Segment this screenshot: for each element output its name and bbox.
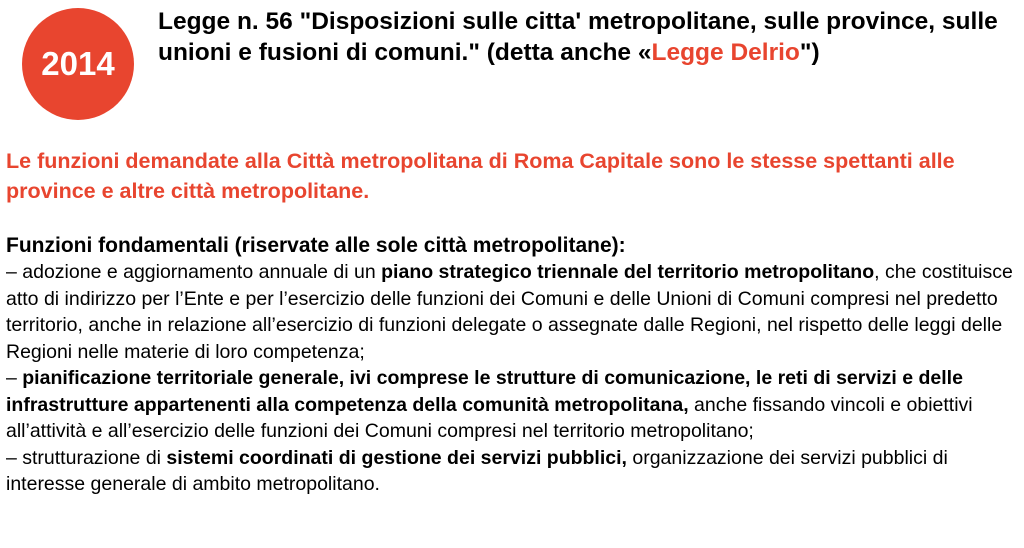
function-item-bold: sistemi coordinati di gestione dei servizi pubblici, <box>166 446 627 469</box>
function-item-pre: – strutturazione di <box>6 446 167 469</box>
lead-statement: Le funzioni demandate alla Città metropolitana di Roma Capitale sono le stesse spettanti alle province e altre città metropolitane. <box>6 149 955 203</box>
functions-heading: Funzioni fondamentali (riservate alle sole città metropolitane): <box>6 234 626 257</box>
year-badge <box>22 8 134 120</box>
function-item-bold: pianificazione territoriale generale, ivi comprese le strutture di comunicazione, le reti di servizi e delle infrastrutture appartenenti alla competenza della comunità metropolitana, <box>6 367 963 416</box>
law-title-highlight: Legge Delrio <box>651 39 800 66</box>
law-title <box>158 6 1018 68</box>
law-title-main: Legge n. 56 "Disposizioni sulle citta' metropolitane, sulle province, sulle unioni e fusioni di comuni." (detta anche « <box>158 8 998 66</box>
function-item-post: , che costituisce atto di indirizzo per l’Ente e per l’esercizio delle funzioni dei Comuni e delle Unioni di Comuni compresi nel predetto territorio, anche in relazione all’esercizio di funzioni delegate o assegnate dalle Regioni, nel rispetto delle leggi delle Regioni nelle materie di loro competenza; <box>6 261 1013 363</box>
function-item <box>6 365 1018 445</box>
function-item-post: organizzazione dei servizi pubblici di interesse generale di ambito metropolitano. <box>6 446 948 495</box>
functions-section <box>6 233 1018 498</box>
function-item <box>6 259 1018 365</box>
function-item-pre: – <box>6 367 23 389</box>
function-item-post: anche fissando vincoli e obiettivi all’attività e all’esercizio delle funzioni dei Comuni compresi nel territorio metropolitano; <box>6 393 973 442</box>
function-item <box>6 445 1018 498</box>
law-title-end: ") <box>799 39 820 66</box>
function-item-pre: – adozione e aggiornamento annuale di un <box>6 261 382 283</box>
year-badge-label: 2014 <box>41 45 115 82</box>
function-item-bold: piano strategico triennale del territorio metropolitano <box>381 261 875 283</box>
